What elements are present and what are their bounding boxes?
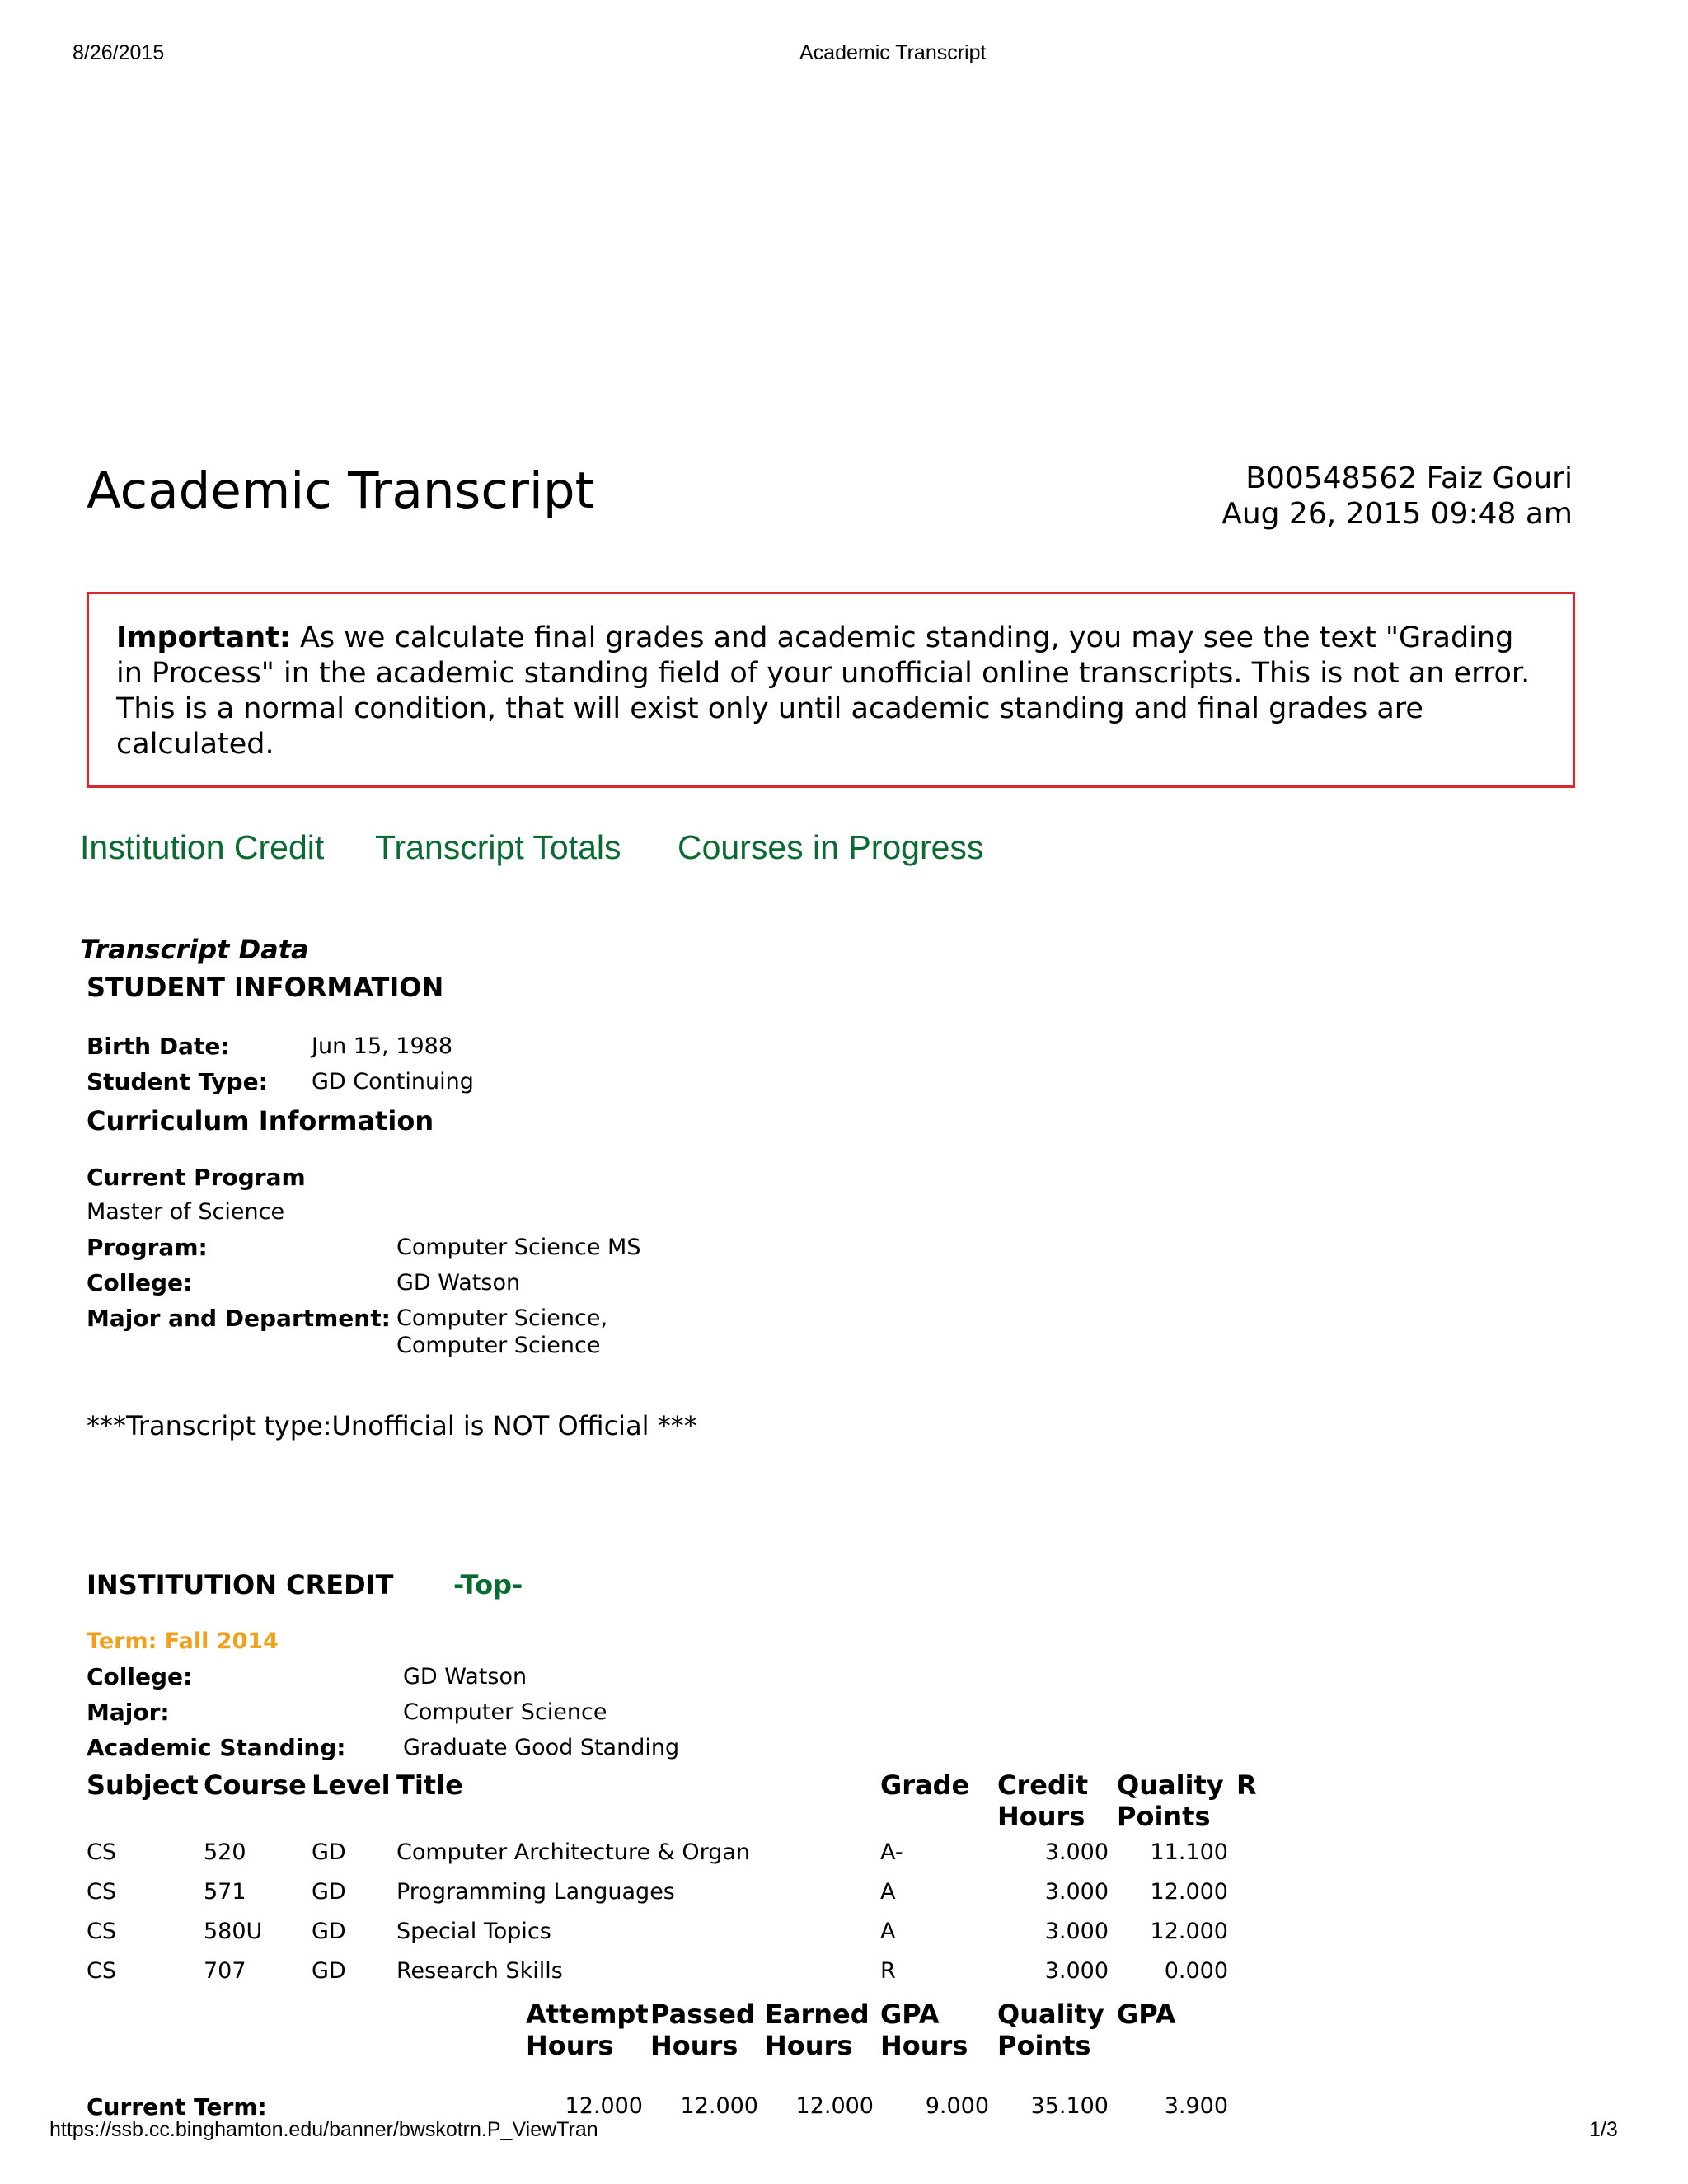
major-dept-value-1: Computer Science,: [396, 1305, 608, 1331]
row-course: 520: [204, 1840, 246, 1865]
current-program-label: Current Program: [87, 1164, 306, 1191]
birth-date-label: Birth Date:: [87, 1033, 230, 1060]
current-term-attempt: 12.000: [565, 2093, 643, 2119]
print-title: Academic Transcript: [799, 41, 987, 64]
row-title: Research Skills: [396, 1958, 563, 1984]
ic-major-label: Major:: [87, 1699, 170, 1726]
col-quality-header-1: Quality: [1117, 1769, 1224, 1801]
totals-passed-header-1: Passed: [650, 1999, 755, 2030]
major-dept-label: Major and Department:: [87, 1305, 391, 1332]
col-quality-header-2: Points: [1117, 1801, 1211, 1832]
ic-college-value: GD Watson: [403, 1664, 528, 1690]
student-type-label: Student Type:: [87, 1068, 268, 1095]
transcript-data-heading: Transcript Data: [80, 934, 309, 965]
row-course: 571: [204, 1879, 246, 1905]
print-date: 8/26/2015: [73, 41, 165, 64]
print-url: https://ssb.cc.binghamton.edu/banner/bwskotrn.P_ViewTran: [49, 2118, 598, 2141]
row-subject: CS: [87, 1919, 116, 1944]
row-level: GD: [312, 1879, 346, 1905]
row-points: 11.100: [1150, 1840, 1228, 1865]
row-course: 580U: [204, 1919, 263, 1944]
row-credit: 3.000: [1044, 1879, 1109, 1905]
row-points: 12.000: [1150, 1919, 1228, 1944]
totals-attempt-header-1: Attempt: [526, 1999, 649, 2030]
notice-text: As we calculate final grades and academic standing, you may see the text "Grading in Process" in the academic standing field of your unofficial online transcripts. This is not an error. This is a normal condition, that will exist only until academic standing and final grades are calculated.: [116, 621, 1531, 761]
totals-earned-header-2: Hours: [765, 2030, 853, 2061]
student-id-name: B00548562 Faiz Gouri: [1245, 462, 1573, 495]
col-grade-header: Grade: [880, 1769, 970, 1801]
row-credit: 3.000: [1044, 1919, 1109, 1944]
print-page-number: 1/3: [1589, 2118, 1618, 2141]
college-label: College:: [87, 1269, 193, 1296]
row-title: Computer Architecture & Organ: [396, 1840, 750, 1865]
student-info-heading: STUDENT INFORMATION: [87, 972, 444, 1003]
row-grade: R: [880, 1958, 896, 1984]
term-label: Term: Fall 2014: [87, 1629, 279, 1654]
institution-credit-heading: INSTITUTION CREDIT: [87, 1569, 394, 1601]
row-credit: 3.000: [1044, 1840, 1109, 1865]
row-title: Programming Languages: [396, 1879, 675, 1905]
nav-transcript-totals[interactable]: Transcript Totals: [375, 828, 621, 866]
top-link[interactable]: -Top-: [453, 1569, 523, 1601]
current-term-gpa: 3.900: [1164, 2093, 1228, 2119]
major-dept-value-2: Computer Science: [396, 1333, 601, 1358]
current-term-passed: 12.000: [680, 2093, 758, 2119]
col-level-header: Level: [312, 1769, 391, 1801]
current-term-gpa-hours: 9.000: [925, 2093, 989, 2119]
degree-value: Master of Science: [87, 1199, 285, 1225]
current-term-row: [0, 2060, 1688, 2121]
row-level: GD: [312, 1840, 346, 1865]
report-timestamp: Aug 26, 2015 09:48 am: [1221, 497, 1573, 531]
ic-standing-value: Graduate Good Standing: [403, 1735, 680, 1760]
row-title: Special Topics: [396, 1919, 551, 1944]
totals-earned-header-1: Earned: [765, 1999, 870, 2030]
row-credit: 3.000: [1044, 1958, 1109, 1984]
totals-quality-header-2: Points: [997, 2030, 1091, 2061]
row-subject: CS: [87, 1879, 116, 1905]
program-value: Computer Science MS: [396, 1235, 641, 1260]
current-term-earned: 12.000: [795, 2093, 874, 2119]
col-credit-header-1: Credit: [997, 1769, 1089, 1801]
totals-attempt-header-2: Hours: [526, 2030, 614, 2061]
row-level: GD: [312, 1919, 346, 1944]
row-course: 707: [204, 1958, 246, 1984]
transcript-type-note: ***Transcript type:Unofficial is NOT Official ***: [87, 1410, 697, 1441]
birth-date-value: Jun 15, 1988: [312, 1033, 453, 1059]
totals-quality-header-1: Quality: [997, 1999, 1104, 2030]
row-level: GD: [312, 1958, 346, 1984]
program-label: Program:: [87, 1234, 208, 1261]
nav-courses-in-progress[interactable]: Courses in Progress: [678, 828, 984, 866]
row-points: 0.000: [1164, 1958, 1228, 1984]
student-type-value: GD Continuing: [312, 1069, 474, 1094]
notice-label: Important:: [116, 621, 291, 654]
row-subject: CS: [87, 1958, 116, 1984]
totals-gpa-hours-header-1: GPA: [880, 1999, 940, 2030]
important-notice: [87, 592, 1575, 788]
page-title: Academic Transcript: [87, 462, 595, 520]
row-grade: A: [880, 1919, 896, 1944]
row-grade: A-: [880, 1840, 903, 1865]
row-grade: A: [880, 1879, 896, 1905]
col-subject-header: Subject: [87, 1769, 199, 1801]
row-points: 12.000: [1150, 1879, 1228, 1905]
col-r-header: R: [1236, 1769, 1257, 1801]
col-credit-header-2: Hours: [997, 1801, 1085, 1832]
curriculum-heading: Curriculum Information: [87, 1105, 434, 1137]
col-course-header: Course: [204, 1769, 307, 1801]
totals-passed-header-2: Hours: [650, 2030, 738, 2061]
row-subject: CS: [87, 1840, 116, 1865]
ic-major-value: Computer Science: [403, 1699, 607, 1725]
nav-institution-credit[interactable]: Institution Credit: [80, 828, 325, 866]
current-term-label: Current Term:: [87, 2093, 267, 2121]
ic-standing-label: Academic Standing:: [87, 1734, 346, 1761]
totals-gpa-hours-header-2: Hours: [880, 2030, 968, 2061]
totals-gpa-header: GPA: [1117, 1999, 1176, 2030]
college-value: GD Watson: [396, 1270, 521, 1296]
ic-college-label: College:: [87, 1663, 193, 1690]
col-title-header: Title: [396, 1769, 463, 1801]
current-term-points: 35.100: [1030, 2093, 1109, 2119]
